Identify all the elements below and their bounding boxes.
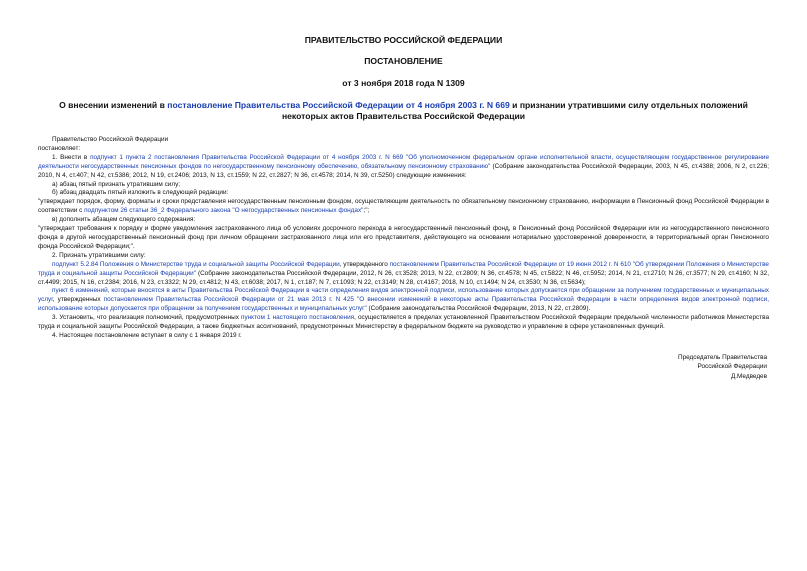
intro-decrees: постановляет: (38, 144, 81, 152)
p3-link[interactable]: пунктом 1 настоящего постановления (240, 314, 355, 322)
title-text-pre: О внесении изменений в (59, 100, 168, 110)
document-type: ПОСТАНОВЛЕНИЕ (364, 56, 443, 66)
p2b-mid: , утвержденных (52, 296, 104, 304)
p2b-post: (Собрание законодательства Российской Федерации, 2013, N 22, ст.2809). (366, 305, 591, 313)
p1-pre: 1. Внести в (52, 153, 91, 161)
government-heading: ПРАВИТЕЛЬСТВО РОССИЙСКОЙ ФЕДЕРАЦИИ (304, 35, 503, 45)
p3-pre: 3. Установить, что реализация полномочий, предусмотренных (52, 314, 241, 322)
subparagraph-b-text (38, 198, 769, 216)
subparagraph-v-text: "утверждает требования к порядку и форме уведомления застрахованного лица об условиях досрочного перехода в негосударственный пенсионный фонд, в Пенсионный фонд Российской Федерации или из негосударственного пенсионного фонда в другой негосударственный пенсионный фонд при личном обращении застрахованного лица или его представителя, действующего на основании нотариально удостоверенной доверенности, в территориальный орган Пенсионного фонда Российской Федерации;". (38, 225, 769, 250)
document-date-number: от 3 ноября 2018 года N 1309 (342, 78, 465, 88)
paragraph-2: 2. Признать утратившими силу: (52, 251, 146, 259)
p3-post: , осуществляется в пределах установленной Правительством Российской Федерации предельной численности работников Министерства труда и социальной защиты Российской Федерации, а также бюджетных ассигнований, предусмотренных Министерству в федеральном бюджете на руководство и управление в сфере установленных функций. (38, 314, 769, 331)
signature-position: Председатель Правительства (678, 353, 767, 361)
b-text-pre: "утверждает порядок, форму, форматы и сроки представления негосударственным пенсионным фондом, осуществляющим деятельность по обязательному пенсионному страхованию, информации в Пенсионный фонд Российской Федерации в соответствии с (38, 198, 769, 215)
b-text-post: ;"; (363, 207, 370, 215)
paragraph-3 (38, 314, 769, 332)
paragraph-2-item-2 (38, 287, 769, 314)
paragraph-4: 4. Настоящее постановление вступает в силу с 1 января 2019 г. (52, 331, 242, 339)
paragraph-1 (38, 154, 769, 181)
p2a-mid: , утвержденного (339, 260, 390, 268)
p2a-link-1[interactable]: подпункт 5.2.84 Положения о Министерстве труда и социальной защиты Российской Федерации (52, 260, 340, 268)
intro-government: Правительство Российской Федерации (52, 136, 169, 143)
document-body (38, 136, 769, 341)
document-title (38, 100, 769, 122)
subparagraph-a: а) абзац пятый признать утратившим силу; (52, 180, 181, 188)
p2b-link-1[interactable]: пункт 6 изменений, которые вносятся в акты Правительства Российской Федерации в части определения видов электронной подписи, использование которых допускается при обращении за получением государственных и муниципальных услуг (38, 287, 769, 304)
subparagraph-b: б) абзац двадцать пятый изложить в следующей редакции: (52, 189, 229, 197)
title-link[interactable]: постановление Правительства Российской Федерации от 4 ноября 2003 г. N 669 (167, 100, 510, 110)
signature-name: Д.Медведев (730, 372, 767, 380)
paragraph-2-item-1 (38, 261, 769, 288)
p2b-link-2[interactable]: постановлением Правительства Российской Федерации от 21 мая 2013 г. N 425 "О внесении изменений в некоторые акты Правительства Российской Федерации в части определения видов электронной подписи, использование которых допускается при обращении за получением государственных и муниципальных услуг" (38, 296, 769, 313)
title-text-post: и признании утратившими силу отдельных положений некоторых актов Правительства Российской Федерации (281, 100, 748, 121)
subparagraph-v: в) дополнить абзацем следующего содержания: (52, 216, 196, 224)
p1-link[interactable]: подпункт 1 пункта 2 постановления Правительства Российской Федерации от 4 ноября 2003 г. N 669 "Об уполномоченном федеральном органе исполнительной власти, осуществляющем государственное регулирование деятельности негосударственных пенсионных фондов по негосударственному пенсионному обеспечению, обязательному пенсионному страхованию" (38, 153, 769, 170)
signature-block (38, 353, 769, 381)
signature-body: Российской Федерации (697, 363, 767, 371)
p1-post: (Собрание законодательства Российской Федерации, 2003, N 45, ст.4388; 2006, N 2, ст.226; 2010, N 4, ст.407; N 42, ст.5386; 2012, N 19, ст.2406; 2013, N 13, ст.1559; N 22, ст.2827; N 36, ст.4578; 2014, N 39, ст.5250) следующие изменения: (38, 162, 770, 179)
p2a-link-2[interactable]: постановлением Правительства Российской Федерации от 19 июня 2012 г. N 610 "Об утверждении Положения о Министерстве труда и социальной защиты Российской Федерации" (38, 260, 769, 277)
b-text-link[interactable]: подпунктом 26 статьи 36_2 Федерального закона "О негосударственных пенсионных фондах" (84, 207, 364, 215)
p2a-post: (Собрание законодательства Российской Федерации, 2012, N 26, ст.3528; 2013, N 22, ст.2809; N 36, ст.4578; N 45, ст.5822; N 46, ст.5952; 2014, N 21, ст.2710; N 26, ст.3577; N 29, ст.4160; N 32, ст.4499; 2015, N 16, ст.2384; 2016, N 23, ст.3322; N 29, ст.4812; N 43, ст.6038; 2017, N 1, ст.187; N 7, ст.1093; N 22, ст.3149; N 28, ст.4167; 2018, N 10, ст.1494; N 24, ст.3530; N 36, ст.5634); (38, 269, 769, 286)
